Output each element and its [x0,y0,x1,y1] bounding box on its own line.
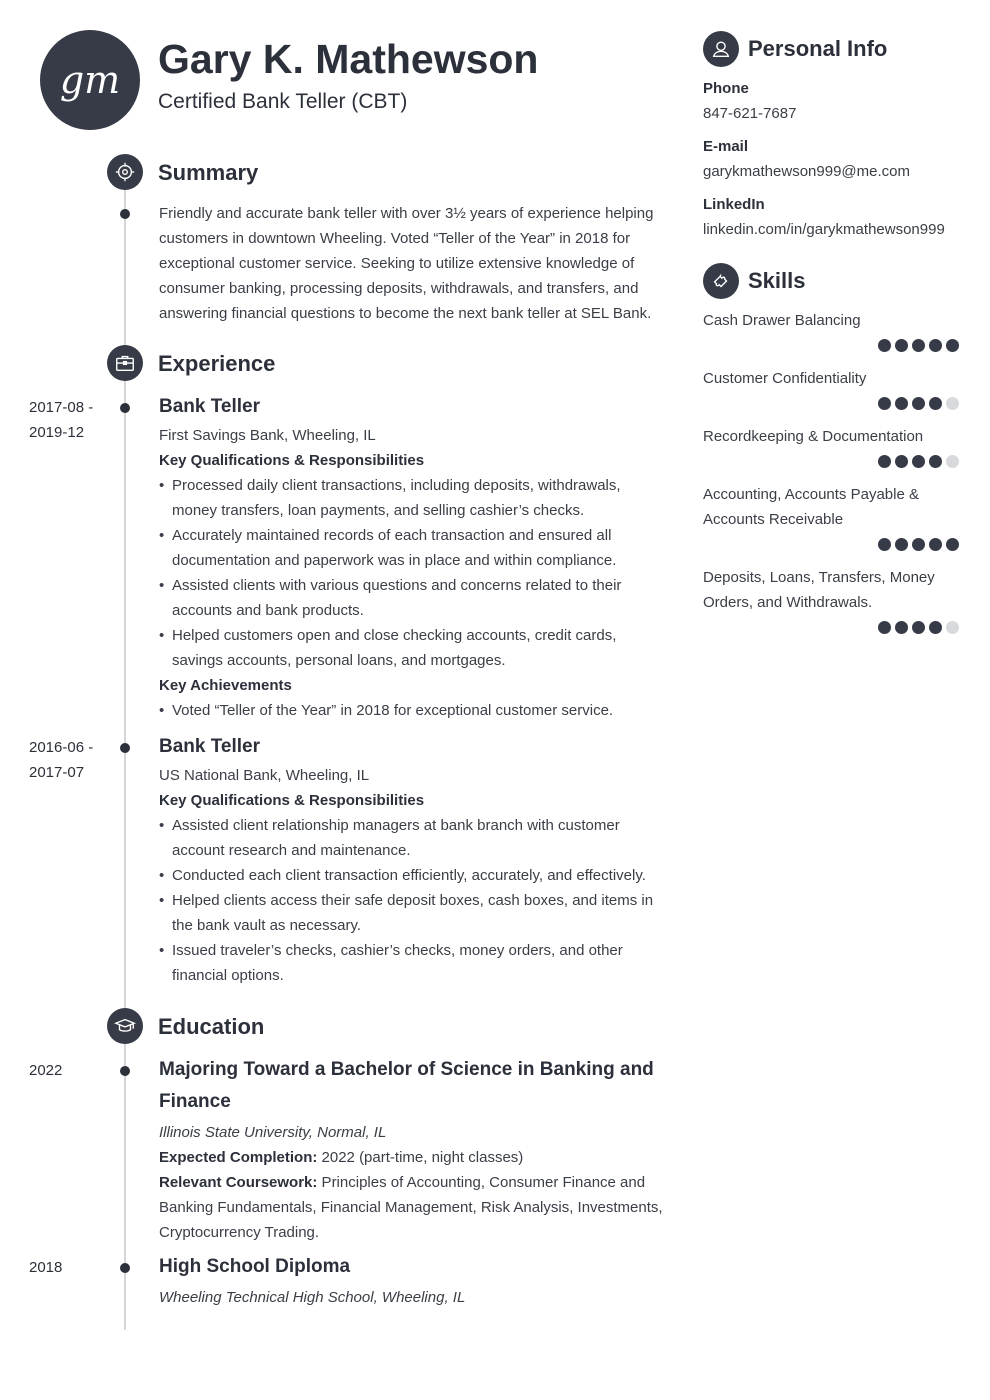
section-title-personal-info: Personal Info [748,36,888,61]
list-item: • Assisted client relationship managers at bank branch with customer account research and maintenance. [159,813,669,863]
job-date-start: 2017-08 - [29,399,94,416]
avatar-monogram [40,30,140,130]
skill-name: Cash Drawer Balancing [703,312,861,329]
phone-label: Phone [703,80,749,97]
skill-name: Recordkeeping & Documentation [703,428,924,445]
education-entry [159,1251,669,1310]
monogram-text: gm [59,58,121,102]
skill-item [703,565,959,634]
rating-dot-filled [912,397,925,410]
coursework-label: Relevant Coursework: [159,1174,318,1191]
rating-dot-filled [878,538,891,551]
skill-item [703,424,959,468]
job-date [29,395,93,445]
skill-item [703,482,959,551]
skill-rating [703,538,959,551]
responsibilities-list [159,473,669,673]
job-date-start: 2016-06 - [29,739,94,756]
list-item: • Processed daily client transactions, including deposits, withdrawals, money transfers, loan payments, and selling cashier’s checks. [159,473,669,523]
timeline-dot [120,1066,130,1076]
user-icon [703,31,739,67]
job-date-end: 2019-12 [29,424,85,441]
degree-title: High School Diploma [159,1256,351,1277]
rating-dot-filled [878,339,891,352]
job-entry [159,734,669,988]
achievements-list [159,698,669,723]
responsibilities-list [159,813,669,988]
rating-dot-filled [895,621,908,634]
list-item: • Helped customers open and close checking accounts, credit cards, savings accounts, personal loans, and mortgages. [159,623,669,673]
education-date: 2022 [29,1062,63,1079]
education-date: 2018 [29,1259,63,1276]
linkedin-value[interactable]: linkedin.com/in/garykmathewson999 [703,221,945,238]
skill-name: Customer Confidentiality [703,370,867,387]
candidate-name: Gary K. Mathewson [158,36,539,82]
degree-title: Majoring Toward a Bachelor of Science in Banking and Finance [159,1059,654,1112]
skills-list [703,308,959,648]
section-title-summary: Summary [158,160,259,185]
relevant-coursework [159,1170,669,1245]
job-entry [159,394,669,723]
timeline-dot [120,209,130,219]
rating-dot-filled [929,339,942,352]
skill-item [703,366,959,410]
skill-rating [703,339,959,352]
achievements-heading: Key Achievements [159,677,292,694]
coursework-value: Principles of Accounting, Consumer Finance and Banking Fundamentals, Financial Management, Risk Analysis, Investments, Cryptocurrency Trading. [159,1174,663,1241]
rating-dot-filled [895,397,908,410]
rating-dot-filled [912,339,925,352]
briefcase-icon [107,345,143,381]
puzzle-icon [703,263,739,299]
candidate-role: Certified Bank Teller (CBT) [158,90,408,113]
list-item: • Voted “Teller of the Year” in 2018 for exceptional customer service. [159,698,669,723]
email-label: E-mail [703,138,749,155]
list-item: • Issued traveler’s checks, cashier’s checks, money orders, and other financial options. [159,938,669,988]
skill-rating [703,397,959,410]
job-title: Bank Teller [159,396,261,417]
rating-dot-filled [895,538,908,551]
skill-rating [703,455,959,468]
rating-dot-filled [946,339,959,352]
skill-name: Accounting, Accounts Payable & Accounts Receivable [703,486,919,528]
list-item: • Accurately maintained records of each transaction and ensured all documentation and paperwork was in place and within compliance. [159,523,669,573]
rating-dot-empty [946,397,959,410]
rating-dot-filled [912,538,925,551]
rating-dot-filled [912,621,925,634]
timeline-dot [120,743,130,753]
qualifications-heading: Key Qualifications & Responsibilities [159,792,425,809]
job-company: First Savings Bank, Wheeling, IL [159,427,376,444]
rating-dot-empty [946,621,959,634]
completion-label: Expected Completion: [159,1149,318,1166]
job-company: US National Bank, Wheeling, IL [159,767,370,784]
rating-dot-filled [929,455,942,468]
rating-dot-filled [929,621,942,634]
personal-info [703,76,963,242]
skill-name: Deposits, Loans, Transfers, Money Orders, and Withdrawals. [703,569,935,611]
qualifications-heading: Key Qualifications & Responsibilities [159,452,425,469]
education-entry [159,1054,669,1245]
linkedin-label: LinkedIn [703,196,765,213]
rating-dot-filled [878,455,891,468]
timeline-dot [120,403,130,413]
job-date [29,735,93,785]
skill-item [703,308,959,352]
phone-value[interactable]: 847-621-7687 [703,105,797,122]
section-title-skills: Skills [748,268,806,293]
section-title-education: Education [158,1014,265,1039]
graduation-cap-icon [107,1008,143,1044]
skill-rating [703,621,959,634]
list-item: • Conducted each client transaction efficiently, accurately, and effectively. [159,863,669,888]
section-title-experience: Experience [158,351,276,376]
school-name: Illinois State University, Normal, IL [159,1124,387,1141]
completion-value: 2022 (part-time, night classes) [317,1149,524,1166]
rating-dot-filled [929,397,942,410]
list-item: • Assisted clients with various questions and concerns related to their accounts and bank products. [159,573,669,623]
job-title: Bank Teller [159,736,261,757]
summary-text: Friendly and accurate bank teller with over 3½ years of experience helping customers in downtown Wheeling. Voted “Teller of the Year” in 2018 for exceptional customer service. Seeking to utilize extensive knowledge of consumer banking, processing deposits, withdrawals, and transfers, and answering financial questions to become the next bank teller at SEL Bank. [159,205,654,322]
timeline-dot [120,1263,130,1273]
expected-completion [159,1145,669,1170]
rating-dot-filled [878,621,891,634]
school-name: Wheeling Technical High School, Wheeling, IL [159,1289,466,1306]
rating-dot-filled [929,538,942,551]
list-item: • Helped clients access their safe deposit boxes, cash boxes, and items in the bank vault as necessary. [159,888,669,938]
target-icon [107,154,143,190]
rating-dot-filled [946,538,959,551]
email-value[interactable]: garykmathewson999@me.com [703,163,910,180]
rating-dot-filled [895,455,908,468]
job-date-end: 2017-07 [29,764,85,781]
rating-dot-filled [912,455,925,468]
rating-dot-filled [878,397,891,410]
rating-dot-filled [895,339,908,352]
rating-dot-empty [946,455,959,468]
